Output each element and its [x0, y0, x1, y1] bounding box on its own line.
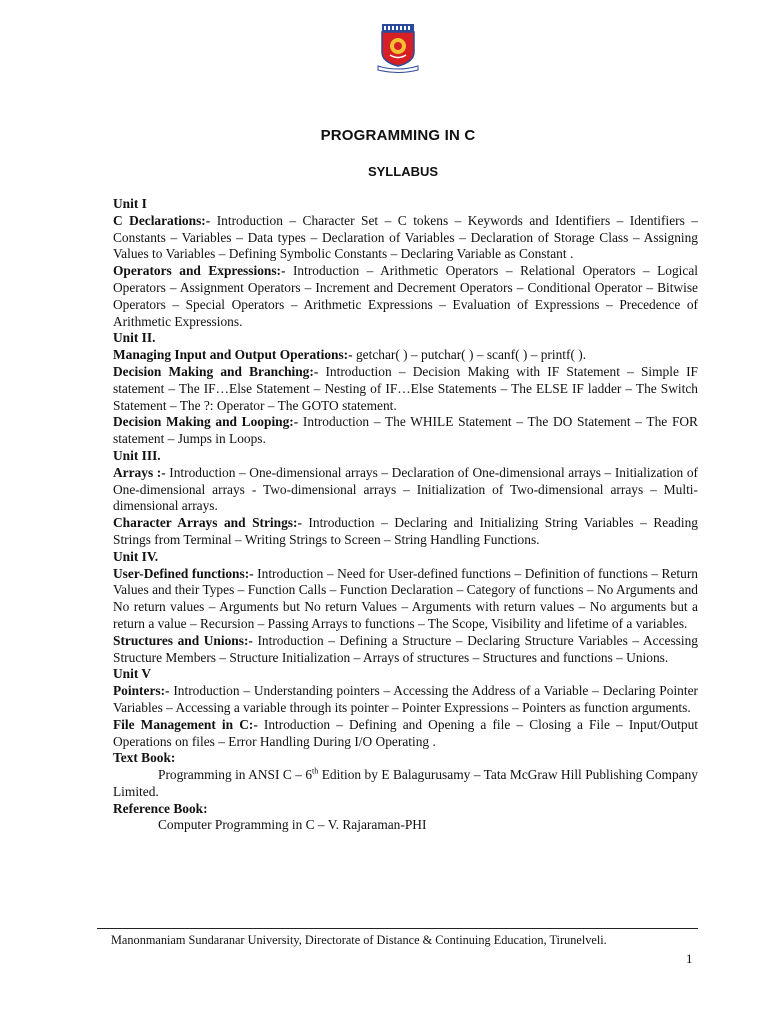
syllabus-body — [113, 196, 698, 834]
syllabus-topic — [113, 213, 698, 263]
syllabus-topic — [113, 414, 698, 448]
unit-heading: Unit IV. — [113, 548, 159, 564]
topic-title: Arrays :- — [113, 464, 166, 480]
topic-title: Operators and Expressions:- — [113, 263, 286, 279]
topic-body: Introduction – Declaring and Initializing String Variables – Reading Strings from Terminal – Writing Strings to Screen – String Handling Functions. — [113, 515, 698, 547]
topic-body: Introduction – Defining a Structure – Declaring Structure Variables – Accessing Structure Members – Structure Initialization – Arrays of structures – Structures and functions – Unions. — [113, 632, 699, 665]
syllabus-topic — [113, 683, 698, 717]
syllabus-topic — [113, 364, 698, 414]
topic-body: Introduction – Decision Making with IF Statement – Simple IF statement – The IF…Else Statement – Nesting of IF…Else Statements – The ELSE IF ladder – The Switch Statement – The ?: Operator – The GOTO statement. — [113, 363, 698, 413]
text-book-entry-publisher: Edition by E Balagurusamy – Tata McGraw Hill Publishing Company Limited. — [113, 767, 698, 799]
unit-heading: Unit I — [113, 196, 147, 211]
reference-book-heading: Reference Book: — [113, 800, 208, 816]
topic-body: Introduction – The WHILE Statement – The DO Statement – The FOR statement – Jumps in Loops. — [113, 414, 698, 447]
topic-body: Introduction – Defining and Opening a file – Closing a File – Input/Output Operations on files – Error Handling During I/O Operating . — [113, 716, 698, 749]
document-title: PROGRAMMING IN C — [320, 127, 476, 144]
text-book-entry-title: Programming in ANSI C – 6 — [158, 767, 313, 783]
topic-title: User-Defined functions:- — [113, 565, 254, 581]
topic-title: Managing Input and Output Operations:- — [113, 347, 353, 363]
syllabus-topic — [113, 717, 698, 751]
topic-title: Decision Making and Branching:- — [113, 363, 319, 379]
syllabus-topic — [113, 633, 698, 667]
topic-title: Pointers:- — [113, 683, 170, 699]
unit-heading: Unit III. — [113, 447, 161, 463]
document-subtitle: SYLLABUS — [367, 164, 439, 179]
topic-title: Character Arrays and Strings:- — [113, 515, 302, 531]
topic-body: Introduction – One-dimensional arrays – Declaration of One-dimensional arrays – Initialization of One-dimensional arrays - Two-dimensional arrays – Initialization of Two-dimensional arrays – Multi-dimensional arrays. — [113, 464, 698, 514]
edition-superscript: th — [312, 766, 319, 776]
topic-body: Introduction – Character Set – C tokens – Keywords and Identifiers – Identifiers – Constants – Variables – Data types – Declaration of Variables – Declaration of Storage Class – Assigning Values to Variables – Defining Symbolic Constants – Declaring Variable as Constant . — [113, 212, 698, 262]
unit-heading: Unit V — [113, 666, 152, 682]
unit-heading: Unit II. — [113, 330, 156, 346]
footer-divider — [97, 928, 698, 929]
syllabus-topic — [113, 347, 698, 364]
topic-title: Decision Making and Looping:- — [113, 414, 299, 430]
topic-body: Introduction – Understanding pointers – Accessing the Address of a Variable – Declaring Pointer Variables – Accessing a variable through its pointer – Pointer Expressions – Pointers as function arguments. — [113, 683, 698, 715]
topic-title: C Declarations:- — [113, 212, 211, 228]
text-book-entry — [113, 767, 698, 801]
syllabus-topic — [113, 263, 698, 330]
topic-title: File Management in C:- — [113, 716, 258, 732]
syllabus-topic — [113, 566, 698, 633]
footer-text: Manonmaniam Sundaranar University, Directorate of Distance & Continuing Education, Tirunelveli. — [111, 933, 607, 947]
syllabus-topic — [113, 465, 698, 515]
text-book-heading: Text Book: — [113, 750, 176, 766]
page-number: 1 — [686, 951, 693, 966]
university-logo-icon — [374, 22, 422, 74]
topic-body: Introduction – Need for User-defined functions – Definition of functions – Return Values and their Types – Function Calls – Function Declaration – Category of functions – No Arguments and No return values – Arguments but No return Values – Arguments with return values – No arguments but a return a value – Recursion – Passing Arrays to functions – The Scope, Visibility and lifetime of a variables. — [113, 565, 698, 631]
reference-book-entry: Computer Programming in C – V. Rajaraman-PHI — [158, 817, 427, 833]
topic-title: Structures and Unions:- — [113, 632, 253, 648]
topic-body: Introduction – Arithmetic Operators – Relational Operators – Logical Operators – Assignment Operators – Increment and Decrement Operators – Conditional Operator – Bitwise Operators – Special Operators – Arithmetic Expressions – Evaluation of Expressions – Precedence of Arithmetic Expressions. — [113, 263, 698, 329]
topic-body: getchar( ) – putchar( ) – scanf( ) – printf( ). — [352, 347, 587, 363]
syllabus-topic — [113, 515, 698, 549]
